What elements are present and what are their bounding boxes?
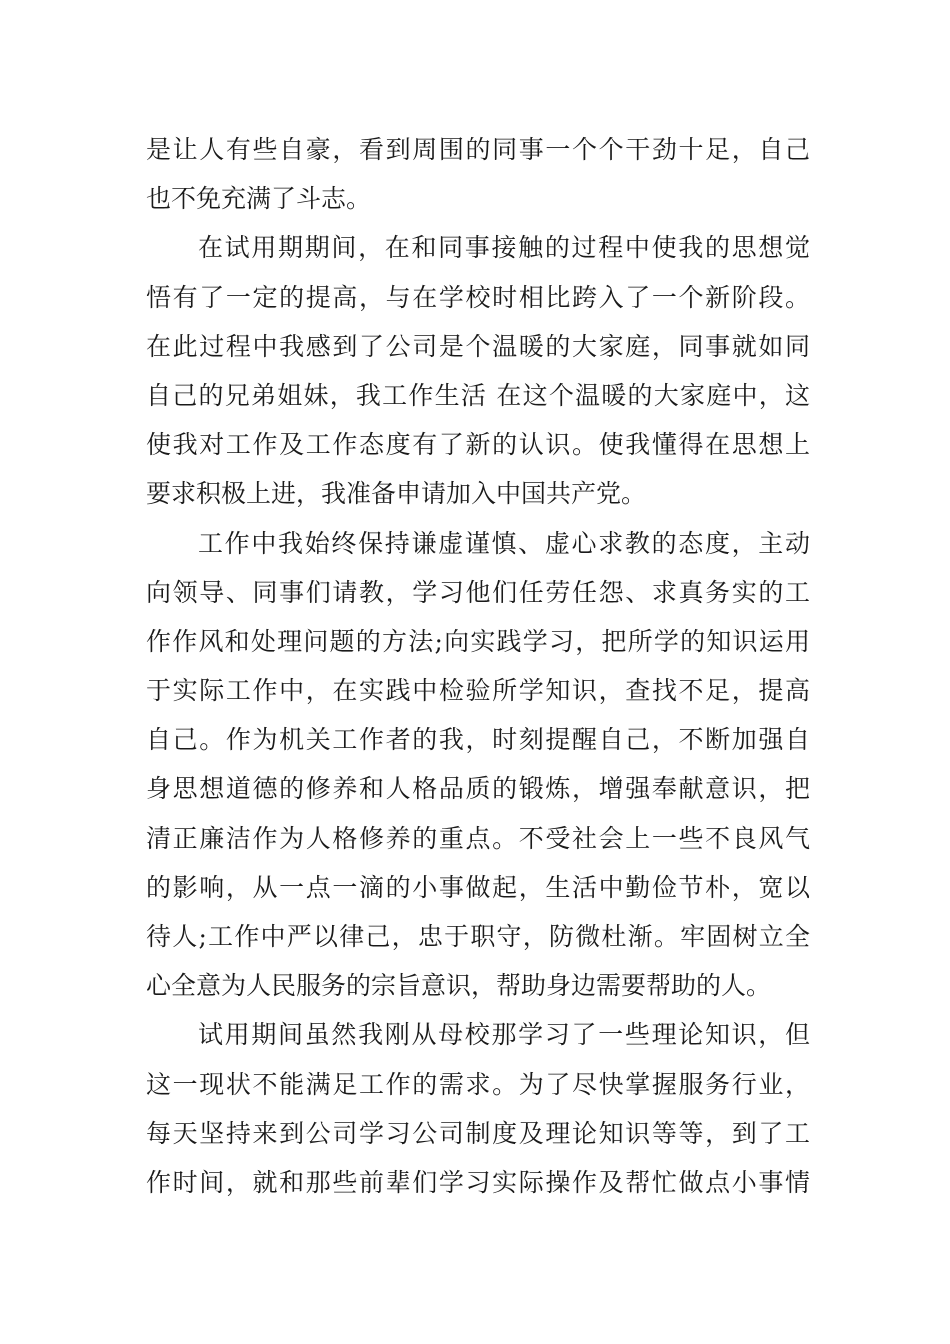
text-line: 悟有了一定的提高，与在学校时相比跨入了一个新阶段。 xyxy=(146,282,810,312)
text-line: 作作风和处理问题的方法;向实践学习，把所学的知识运用 xyxy=(146,626,810,656)
text-line: 待人;工作中严以律己，忠于职守，防微杜渐。牢固树立全 xyxy=(146,922,810,951)
text-line: 在试用期期间，在和同事接触的过程中使我的思想觉 xyxy=(198,233,810,263)
text-line: 是让人有些自豪，看到周围的同事一个个干劲十足，自己 xyxy=(146,135,810,164)
text-line: 自己的兄弟姐妹，我工作生活 在这个温暖的大家庭中，这 xyxy=(146,380,810,410)
text-line: 要求积极上进，我准备申请加入中国共产党。 xyxy=(146,479,647,509)
text-line: 每天坚持来到公司学习公司制度及理论知识等等，到了工 xyxy=(146,1118,810,1148)
text-line: 清正廉洁作为人格修养的重点。不受社会上一些不良风气 xyxy=(146,823,810,853)
text-line: 心全意为人民服务的宗旨意识，帮助身边需要帮助的人。 xyxy=(146,971,772,1001)
text-line: 自己。作为机关工作者的我，时刻提醒自己，不断加强自 xyxy=(146,725,810,755)
text-line: 试用期间虽然我刚从母校那学习了一些理论知识，但 xyxy=(198,1020,810,1050)
text-line: 使我对工作及工作态度有了新的认识。使我懂得在思想上 xyxy=(146,430,810,460)
text-line: 向领导、同事们请教，学习他们任劳任怨、求真务实的工 xyxy=(146,577,810,607)
text-line: 身思想道德的修养和人格品质的锻炼，增强奉献意识，把 xyxy=(146,774,810,804)
body-text xyxy=(146,125,810,1207)
text-line: 这一现状不能满足工作的需求。为了尽快掌握服务行业， xyxy=(146,1069,810,1099)
text-line: 工作中我始终保持谦虚谨慎、虚心求教的态度，主动 xyxy=(198,528,810,558)
text-line: 作时间，就和那些前辈们学习实际操作及帮忙做点小事情 xyxy=(146,1167,810,1197)
text-line: 的影响，从一点一滴的小事做起，生活中勤俭节朴，宽以 xyxy=(146,872,810,902)
text-line: 在此过程中我感到了公司是个温暖的大家庭，同事就如同 xyxy=(146,331,810,361)
text-line: 也不免充满了斗志。 xyxy=(146,184,372,214)
text-line: 于实际工作中，在实践中检验所学知识，查找不足，提高 xyxy=(146,676,810,706)
